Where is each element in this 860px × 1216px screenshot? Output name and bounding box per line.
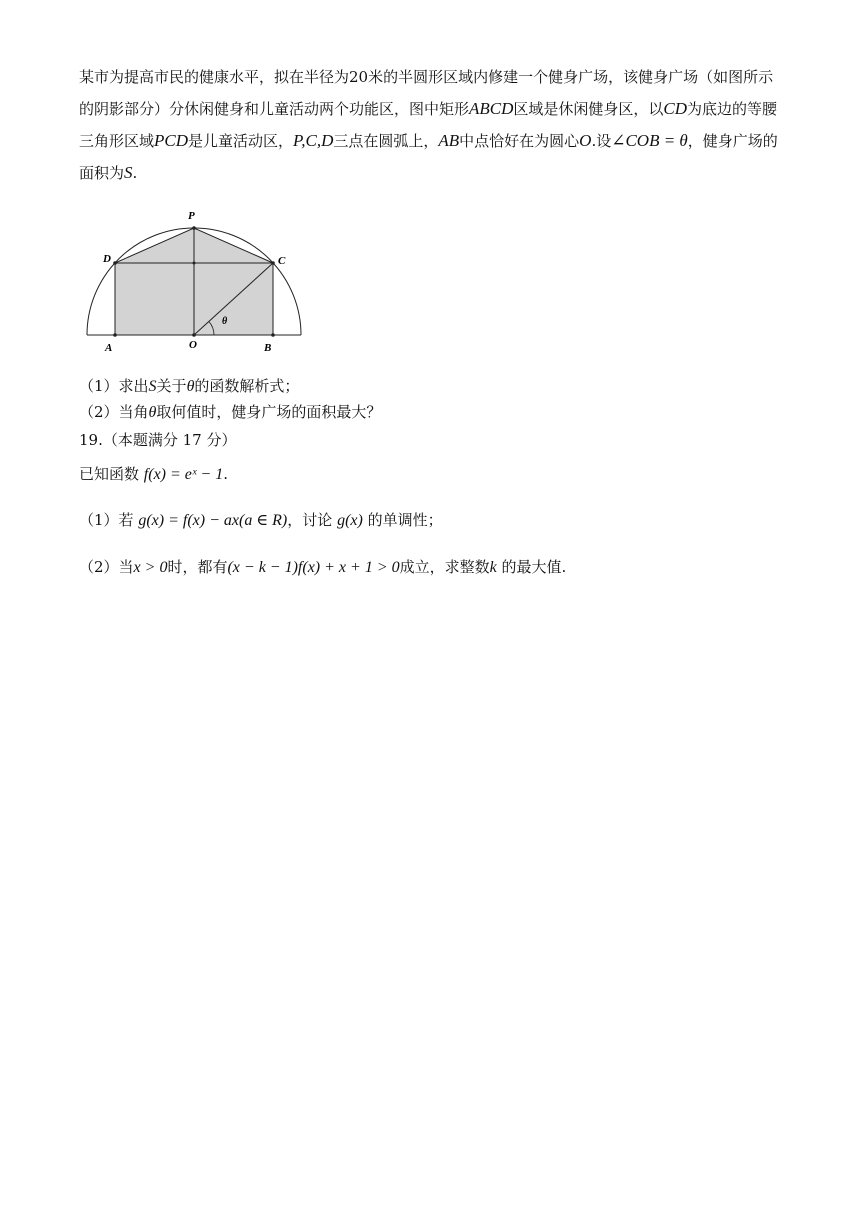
problem-19-header: 19.（本题满分 17 分）: [79, 431, 237, 449]
problem-19-question-2: （2）当x > 0时，都有(x − k − 1)f(x) + x + 1 > 0成立，求整数k 的最大值.: [79, 558, 567, 576]
problem-18-question-2: （2）当角θ取何值时，健身广场的面积最大？: [79, 403, 382, 421]
problem-18-statement: 某市为提高市民的健康水平，拟在半径为20米的半圆形区域内修建一个健身广场，该健身广场（如图所示的阴影部分）分休闲健身和儿童活动两个功能区，图中矩形ABCD区域是休闲健身区，以CD为底边的等腰三角形区域PCD是儿童活动区，P,C,D三点在圆弧上，AB中点恰好在为圆心O.设∠COB = θ，健身广场的面积为S.: [79, 68, 778, 182]
label-theta: θ: [222, 316, 228, 327]
problem-19-given: 已知函数 f(x) = eˣ − 1.: [79, 465, 228, 483]
semicircle-figure: [79, 204, 309, 354]
label-d: D: [103, 253, 111, 265]
label-p: P: [188, 210, 195, 222]
label-o: O: [189, 339, 197, 351]
problem-19-question-1: （1）若 g(x) = f(x) − ax(a ∈ R)，讨论 g(x) 的单调性；: [79, 511, 443, 529]
label-a: A: [105, 342, 113, 354]
problem-18-question-1: （1）求出S关于θ的函数解析式；: [79, 377, 300, 395]
label-b: B: [264, 342, 272, 354]
label-c: C: [278, 255, 286, 267]
